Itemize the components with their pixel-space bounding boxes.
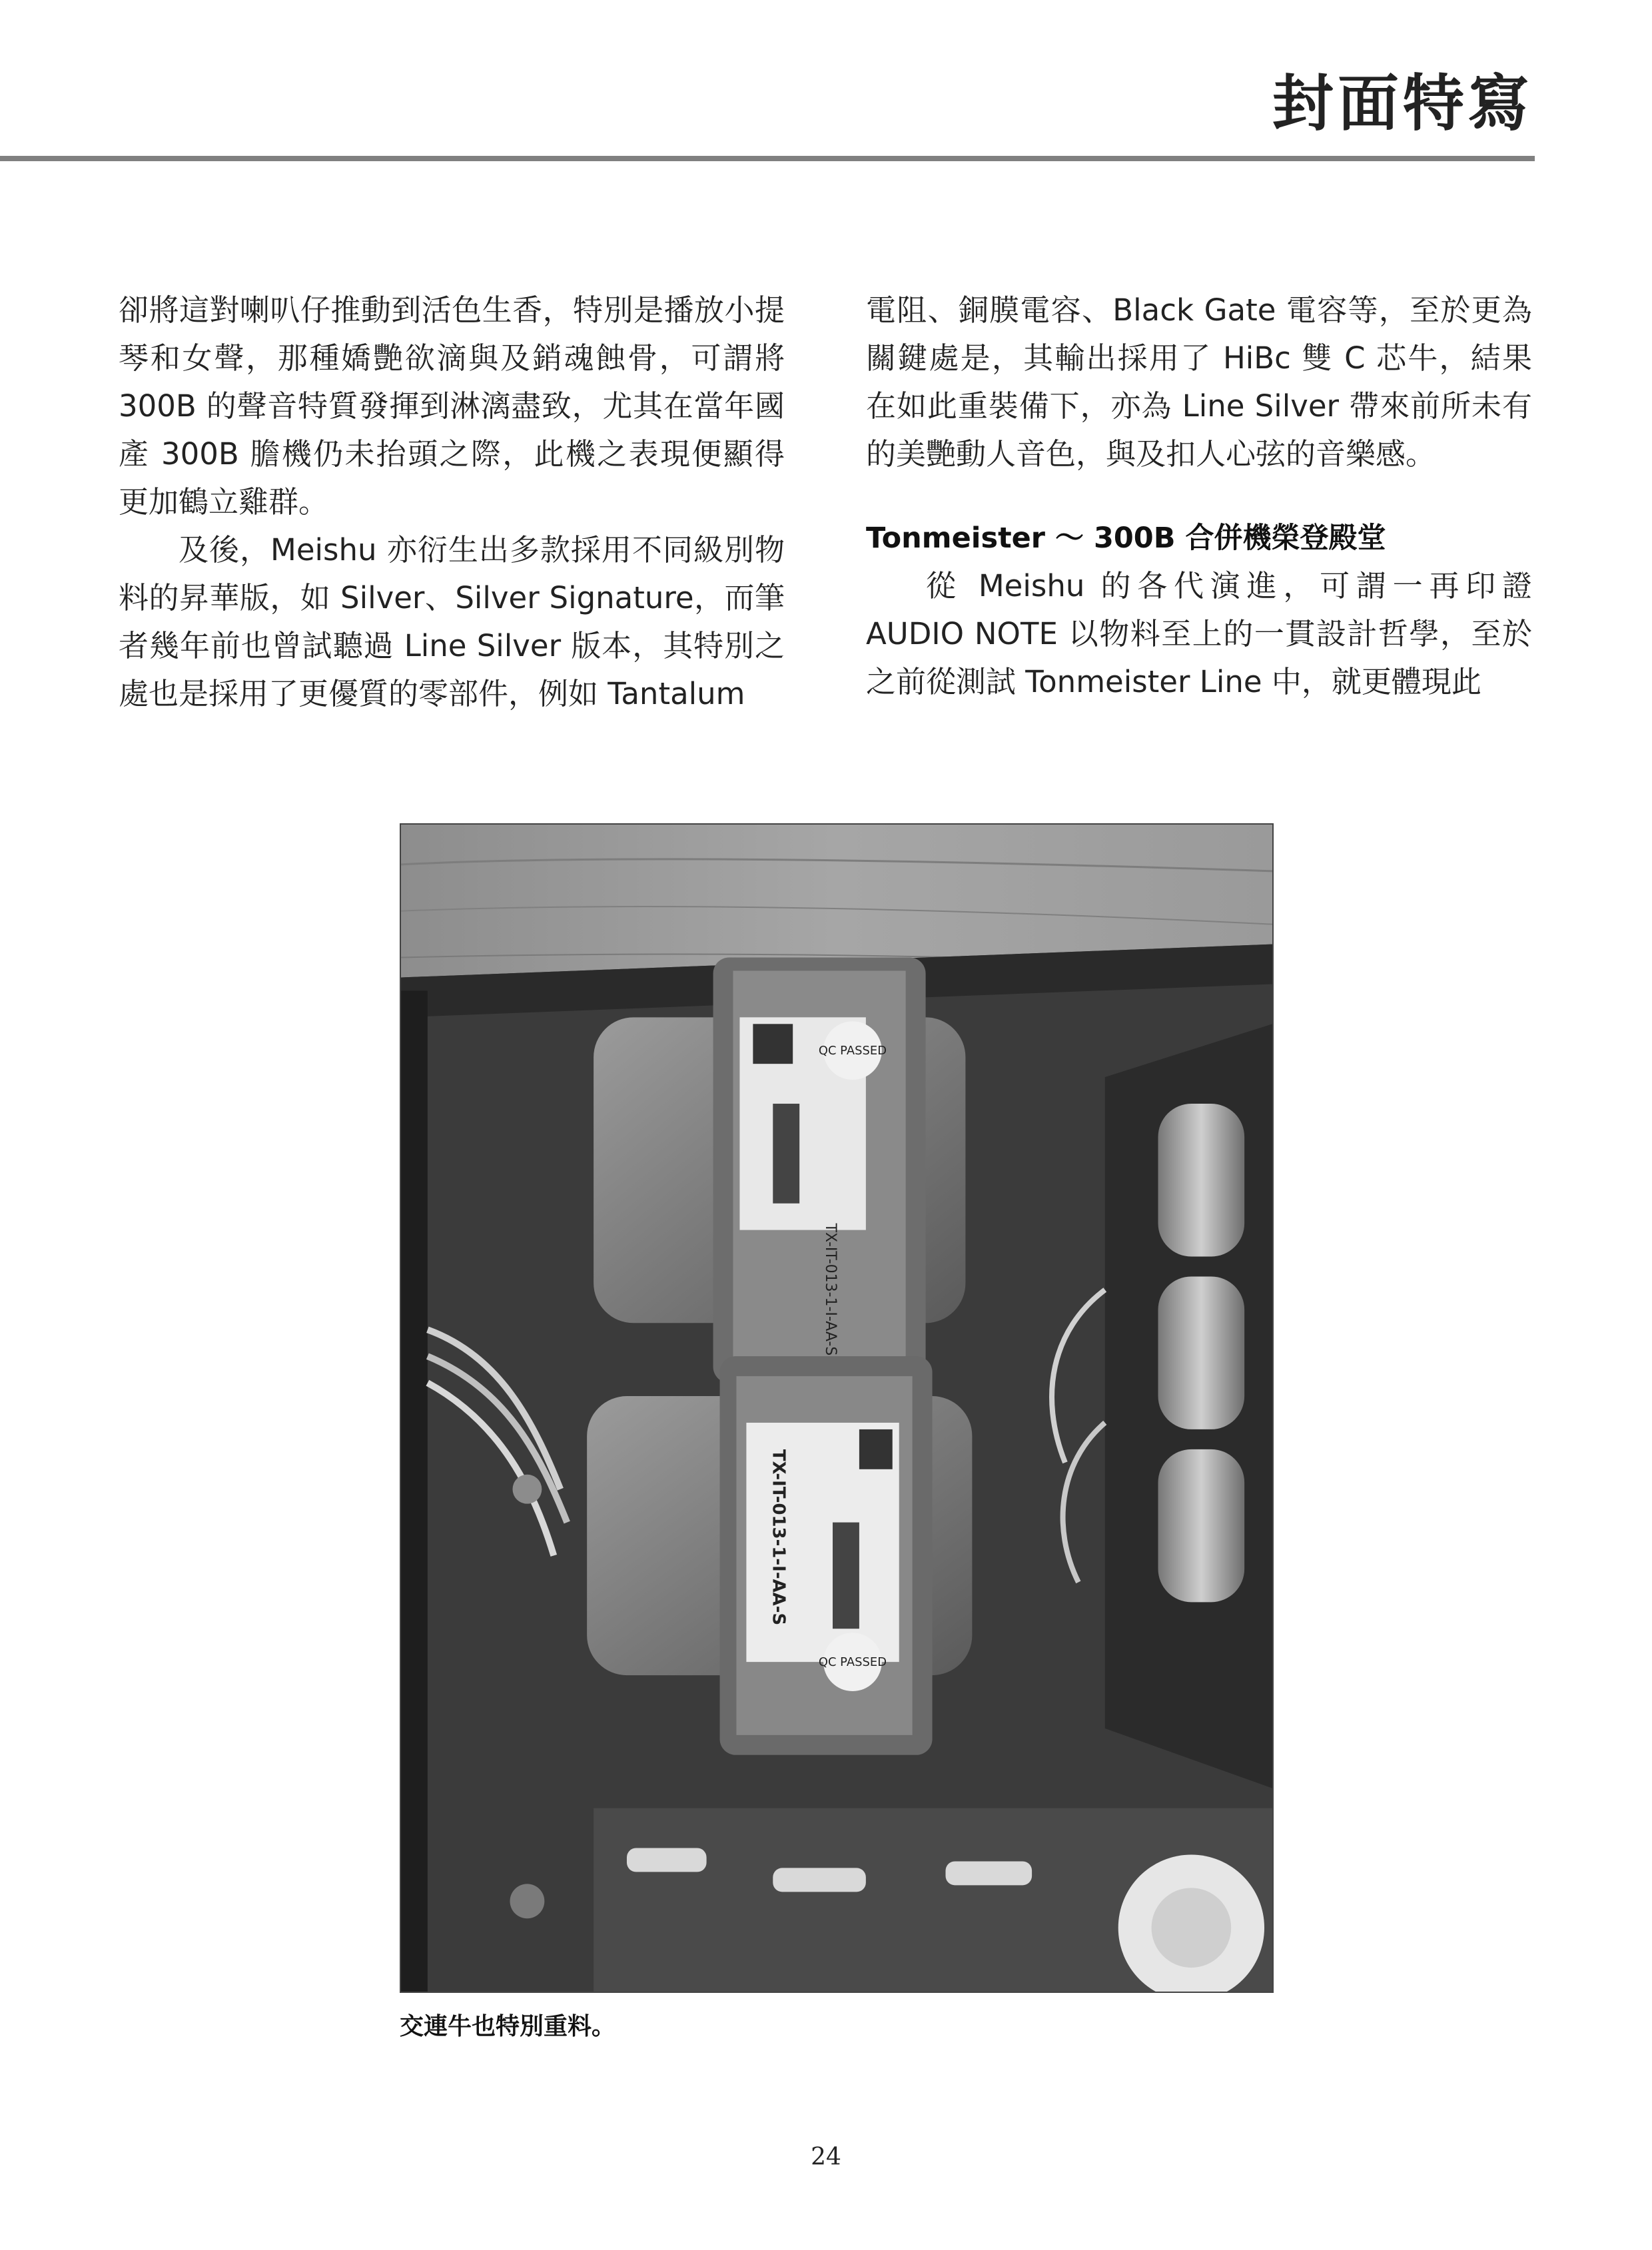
- body-paragraph: 從 Meishu 的各代演進，可謂一再印證 AUDIO NOTE 以物料至上的一貫設計哲學，至於之前從測試 Tonmeister Line 中，就更體現此: [866, 568, 1532, 699]
- qc-label: QC PASSED: [818, 1655, 887, 1670]
- part-number: TX-IT-013-1-I-AA-S: [768, 1449, 789, 1626]
- body-paragraph: 電阻、銅膜電容、Black Gate 電容等，至於更為關鍵處是，其輸出採用了 HiBc 雙 C 芯牛，結果在如此重裝備下，亦為 Line Silver 帶來前所未有的美艷動人音色，與及扣人心弦的音樂感。: [866, 292, 1532, 472]
- left-column: [119, 286, 785, 718]
- part-number: TX-IT-013-1-I-AA-S: [822, 1223, 839, 1356]
- transformer-photo: [400, 823, 1274, 1993]
- subheading: Tonmeister ～ 300B 合併機榮登殿堂: [866, 522, 1386, 555]
- capacitor-can: [1158, 1449, 1245, 1602]
- page-number: 24: [811, 2143, 841, 2171]
- header-rule: [0, 156, 1535, 161]
- qc-label: QC PASSED: [818, 1044, 887, 1058]
- body-paragraph: 及後，Meishu 亦衍生出多款採用不同級別物料的昇華版，如 Silver、Silver Signature，而筆者幾年前也曾試聽過 Line Silver 版本，其特別之處也是採用了更優質的零部件，例如 Tantalum: [119, 532, 785, 711]
- capacitor-can: [1158, 1276, 1245, 1429]
- right-column: [866, 286, 1532, 706]
- photo-caption: 交連牛也特別重料。: [400, 2013, 616, 2040]
- body-paragraph: 卻將這對喇叭仔推動到活色生香，特別是播放小提琴和女聲，那種嬌艷欲滴與及銷魂蝕骨，可謂將 300B 的聲音特質發揮到淋漓盡致，尤其在當年國產 300B 膽機仍未抬頭之際，此機之表現便顯得更加鶴立雞群。: [119, 292, 785, 520]
- section-title: 封面特寫: [1272, 68, 1533, 139]
- photo-illustration: [401, 825, 1272, 1992]
- capacitor-can: [1158, 1104, 1245, 1256]
- upper-transformer: [594, 958, 965, 1383]
